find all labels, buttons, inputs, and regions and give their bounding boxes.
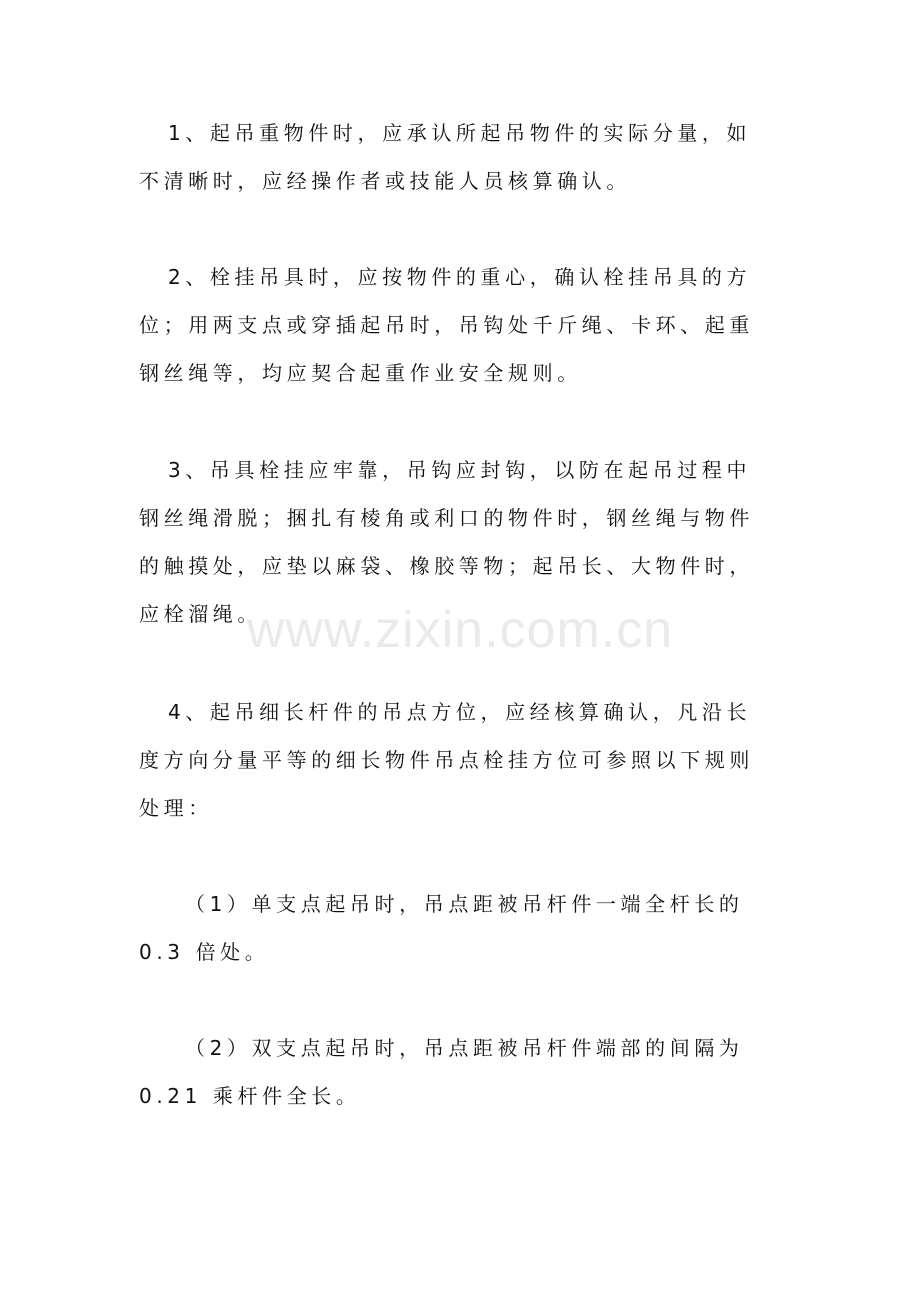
- paragraph-6: [139, 1024, 769, 1120]
- text-line: （1）单支点起吊时，吊点距被吊杆件一端全杆长的: [185, 892, 744, 916]
- text-line: 0.21 乘杆件全长。: [139, 1084, 361, 1108]
- text-line: 处理：: [139, 796, 213, 820]
- text-line: （2）双支点起吊时，吊点距被吊杆件端部的间隔为: [185, 1036, 744, 1060]
- text-line: 钢丝绳等，均应契合起重作业安全规则。: [139, 361, 582, 385]
- text-line: 4、起吊细长杆件的吊点方位，应经核算确认，凡沿长: [168, 700, 752, 724]
- text-line: 3、吊具栓挂应牢靠，吊钩应封钩，以防在起吊过程中: [168, 458, 752, 482]
- paragraph-4: [139, 688, 769, 832]
- text-line: 2、栓挂吊具时，应按物件的重心，确认栓挂吊具的方: [168, 265, 752, 289]
- text-line: 应栓溜绳。: [139, 602, 262, 626]
- text-line: 0.3 倍处。: [139, 940, 270, 964]
- paragraph-3: [139, 446, 769, 638]
- text-line: 钢丝绳滑脱；捆扎有棱角或利口的物件时，钢丝绳与物件: [139, 506, 754, 530]
- paragraph-1: [139, 109, 769, 205]
- text-line: 的触摸处，应垫以麻袋、橡胶等物；起吊长、大物件时，: [139, 554, 754, 578]
- paragraph-5: [139, 880, 769, 976]
- text-line: 位；用两支点或穿插起吊时，吊钩处千斤绳、卡环、起重: [139, 313, 754, 337]
- paragraph-2: [139, 253, 769, 397]
- text-line: 1、起吊重物件时，应承认所起吊物件的实际分量，如: [168, 121, 752, 145]
- watermark: www.zixin.com.cn: [246, 601, 674, 659]
- text-line: 不清晰时，应经操作者或技能人员核算确认。: [139, 169, 631, 193]
- text-line: 度方向分量平等的细长物件吊点栓挂方位可参照以下规则: [139, 748, 754, 772]
